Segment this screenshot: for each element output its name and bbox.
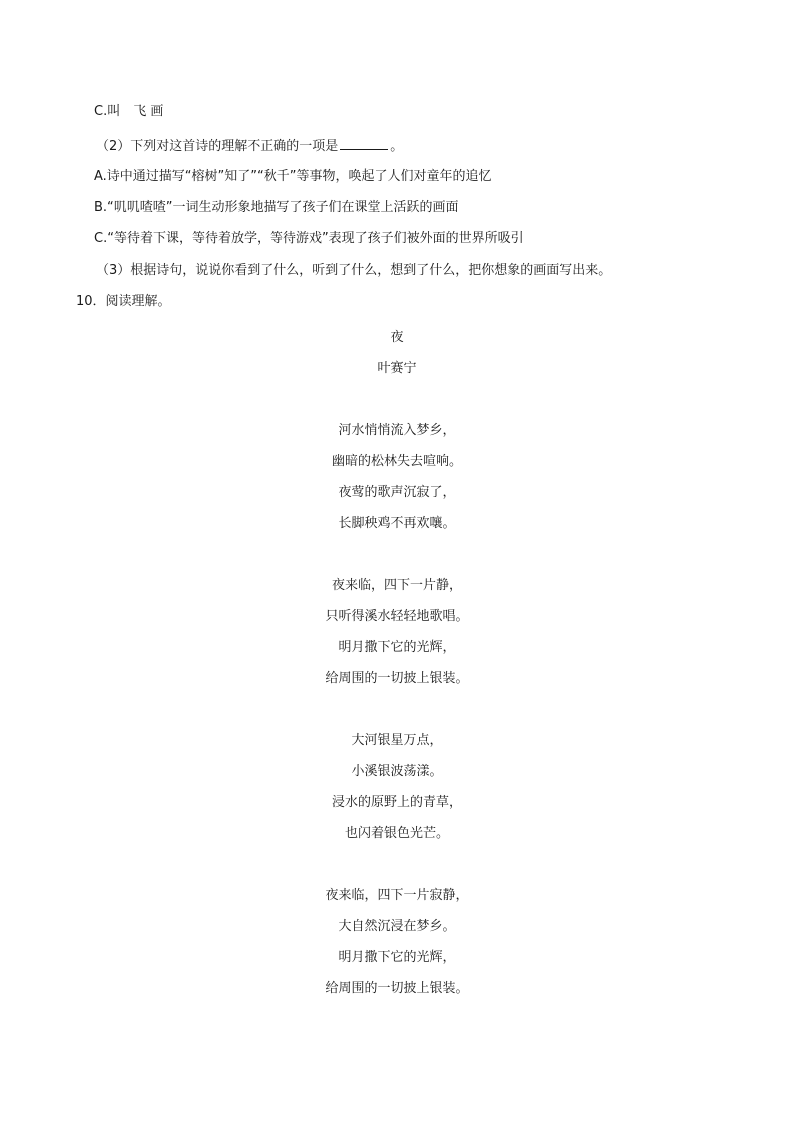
option-c-previous: C.叫 飞 画 xyxy=(94,104,164,119)
question-2-stem-end: 。 xyxy=(390,139,404,154)
poem-line: 小溪银波荡漾。 xyxy=(351,764,443,779)
poem xyxy=(0,322,794,1004)
stanza-gap xyxy=(0,384,794,415)
question-2-stem xyxy=(96,136,403,156)
question-3: （3）根据诗句，说说你看到了什么，听到了什么，想到了什么，把你想象的画面写出来。 xyxy=(96,263,612,278)
question-10-heading: 10．阅读理解。 xyxy=(76,294,171,309)
stanza-gap xyxy=(0,849,794,880)
answer-blank[interactable] xyxy=(340,136,388,150)
poem-line: 给周围的一切披上银装。 xyxy=(325,671,469,686)
poem-line: 只听得溪水轻轻地歌唱。 xyxy=(325,609,469,624)
poem-line: 夜来临，四下一片寂静， xyxy=(325,888,469,903)
stanza-gap xyxy=(0,539,794,570)
poem-line: 夜莺的歌声沉寂了， xyxy=(338,485,456,500)
stanza-gap xyxy=(0,694,794,725)
poem-line: 河水悄悄流入梦乡， xyxy=(338,423,456,438)
poem-line: 给周围的一切披上银装。 xyxy=(325,981,469,996)
option-c: C.“等待着下课，等待着放学，等待游戏”表现了孩子们被外面的世界所吸引 xyxy=(94,231,524,246)
poem-line: 明月撒下它的光辉， xyxy=(338,950,456,965)
poem-line: 浸水的原野上的青草， xyxy=(331,795,462,810)
question-2-stem-text: （2）下列对这首诗的理解不正确的一项是 xyxy=(96,139,339,154)
poem-line: 明月撒下它的光辉， xyxy=(338,640,456,655)
option-b: B.“叽叽喳喳”一词生动形象地描写了孩子们在课堂上活跃的画面 xyxy=(94,200,459,215)
poem-line: 幽暗的松林失去喧响。 xyxy=(331,454,462,469)
poem-line: 大自然沉浸在梦乡。 xyxy=(338,919,456,934)
poem-line: 大河银星万点， xyxy=(351,733,443,748)
poem-line: 夜来临，四下一片静， xyxy=(331,578,462,593)
poem-line: 也闪着银色光芒。 xyxy=(344,826,449,841)
option-a: A.诗中通过描写“榕树”知了”“秋千”等事物，唤起了人们对童年的追忆 xyxy=(94,169,492,184)
poem-author: 叶赛宁 xyxy=(377,361,417,376)
poem-title: 夜 xyxy=(390,330,404,345)
poem-line: 长脚秧鸡不再欢嚷。 xyxy=(338,516,456,531)
